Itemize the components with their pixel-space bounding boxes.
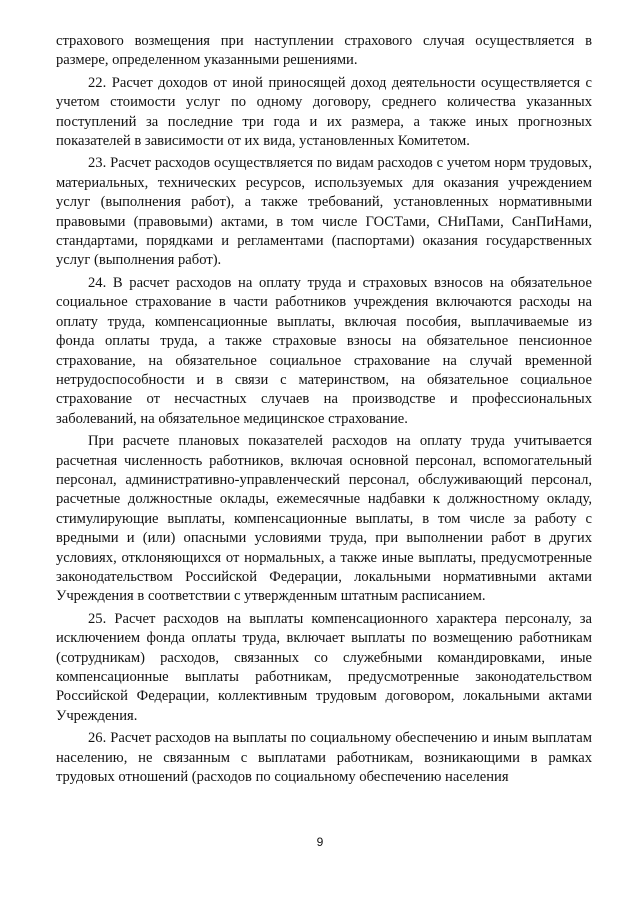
page-number: 9 xyxy=(316,835,324,849)
paragraph-22: 22. Расчет доходов от иной приносящей доход деятельности осуществляется с учетом стоимости услуг по одному договору, среднего количества указанных поступлений за последние три года и их размера, а также иных прогнозных показателей в зависимости от их вида, установленных Комитетом. xyxy=(56,74,592,150)
paragraph-25: 25. Расчет расходов на выплаты компенсационного характера персоналу, за исключением фонда оплаты труда, включает выплаты по возмещению работникам (сотрудникам) расходов, связанных со служебными командировками, иные компенсационные выплаты работникам, предусмотренные законодательством Российской Федерации, коллективным трудовым договором, локальными актами Учреждения. xyxy=(56,610,592,724)
document-page xyxy=(56,32,592,790)
paragraph-24: 24. В расчет расходов на оплату труда и страховых взносов на обязательное социальное страхование в части работников учреждения включаются расходы на оплату труда, компенсационные выплаты, включая пособия, выплачиваемые из фонда оплаты труда, а также страховые взносы на обязательное пенсионное страхование, на обязательное социальное страхование на случай временной нетрудоспособности и в связи с материнством, на обязательное социальное страхование от несчастных случаев на производстве и профессиональных заболеваний, на обязательное медицинское страхование. xyxy=(56,274,592,427)
paragraph-24-payroll: При расчете плановых показателей расходов на оплату труда учитывается расчетная численность работников, включая основной персонал, вспомогательный персонал, административно-управленческий персонал, обслуживающий персонал, расчетные должностные оклады, ежемесячные надбавки к должностному окладу, стимулирующие выплаты, компенсационные выплаты, в том числе за работу с вредными и (или) опасными условиями труда, при выполнении работ в других условиях, отклоняющихся от нормальных, а также иные выплаты, предусмотренные законодательством Российской Федерации, локальными нормативными актами Учреждения в соответствии с утвержденным штатным расписанием. xyxy=(56,433,592,605)
paragraph-continuation: страхового возмещения при наступлении страхового случая осуществляется в размере, определенном указанными решениями. xyxy=(56,33,592,69)
paragraph-23: 23. Расчет расходов осуществляется по видам расходов с учетом норм трудовых, материальных, технических ресурсов, используемых для оказания учреждением услуг (выполнения работ), а также требований, установленных нормативными правовыми (правовыми) актами, в том числе ГОСТами, СНиПами, СанПиНами, стандартами, порядками и регламентами (паспортами) оказания государственных услуг (выполнения работ). xyxy=(56,155,592,269)
paragraph-26: 26. Расчет расходов на выплаты по социальному обеспечению и иным выплатам населению, не связанным с выплатами работникам, возникающими в рамках трудовых отношений (расходов по социальному обеспечению населения xyxy=(56,730,592,786)
